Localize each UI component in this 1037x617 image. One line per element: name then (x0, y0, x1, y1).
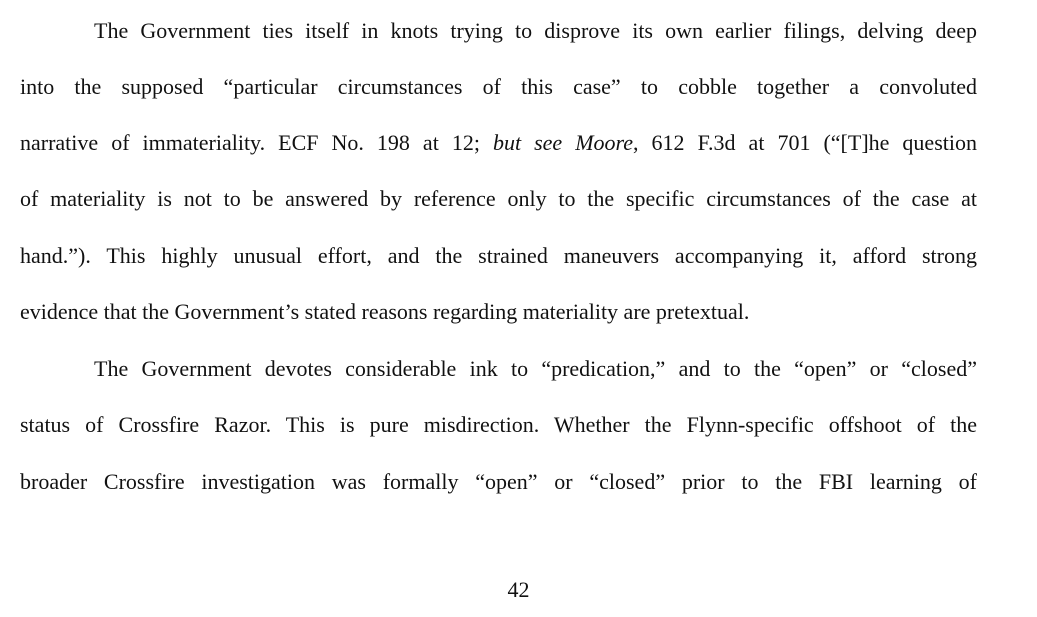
paragraph-1-line-4: of materiality is not to be answered by reference only to the specific circumstances of the case at (20, 186, 977, 211)
citation-text-after: , 612 F.3d at 701 (“[T]he question (633, 130, 977, 155)
paragraph-2-line-2: status of Crossfire Razor. This is pure misdirection. Whether the Flynn-specific offshoot of the (20, 412, 977, 437)
italic-citation: but see Moore (492, 130, 634, 155)
paragraph-2-line-3: broader Crossfire investigation was formally “open” or “closed” prior to the FBI learning of (20, 469, 977, 494)
page-number: 42 (507, 577, 530, 602)
paragraph-2-line-1: The Government devotes considerable ink to “predication,” and to the “open” or “closed” (94, 356, 977, 381)
paragraph-1-line-1: The Government ties itself in knots trying to disprove its own earlier filings, delving deep (94, 18, 977, 43)
paragraph-1-line-5: hand.”). This highly unusual effort, and the strained maneuvers accompanying it, afford strong (20, 243, 977, 268)
citation-text-before: narrative of immateriality. ECF No. 198 at 12; (20, 130, 493, 155)
paragraph-1-line-3 (20, 130, 977, 156)
paragraph-1-line-6: evidence that the Government’s stated reasons regarding materiality are pretextual. (20, 299, 750, 324)
paragraph-1-line-2: into the supposed “particular circumstances of this case” to cobble together a convoluted (20, 74, 977, 99)
